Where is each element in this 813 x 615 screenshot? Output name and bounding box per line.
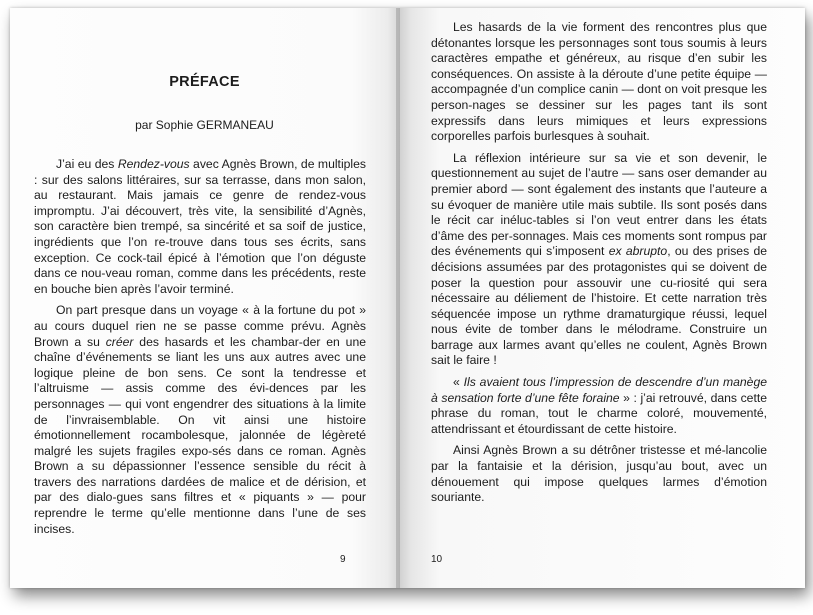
italic-text: créer: [105, 334, 134, 349]
italic-text: ex abrupto: [608, 244, 668, 259]
paragraph: [431, 151, 767, 369]
text-run: avec Agnès Brown, de multiples : sur des salons littéraires, sur sa terrasse, dans mon salon, au restaurant. Mais jamais ce genre de rendez-vous impromptu. J’ai découvert, très vite, la sensibilité d’Agnès, son caractère bien trempé, sa sincérité et sa soif de justice, ingrédients que l’on re-trouve dans tous ses écrits, sans exception. Ce cock-tail épicé à l’émotion que l’on déguste dans ce nou-veau roman, comme dans les précédents, reste en bouche bien après l’avoir terminé.: [34, 157, 367, 296]
text-run: Les hasards de la vie forment des rencontres plus que détonantes lorsque les personnages sont tous soumis à leurs caractères empathe et généreux, au risque d’en subir les conséquences. On assiste à la déroute d’une petite équipe — accompagnée d’un complice canin — dont on voit presque les person-nages se dessiner sur les pages tant ils sont expressifs dans leurs mimiques et leurs expressions corporelles parfois burlesques à souhait.: [431, 20, 767, 144]
left-page-body: [34, 157, 366, 543]
text-run: On part presque dans un voyage « à la fortune du pot » au cours duquel rien ne se passe comme prévu. Agnès Brown a su: [34, 303, 366, 349]
paragraph: [431, 443, 767, 505]
text-run: des hasards et les chambar-der en une chaîne d’événements se liant les uns aux autres avec une logique pleine de bon sens. Ce sont la tendresse et l’altruisme — assis comme des évi-dences par les personnages — qui vont engendrer des situations à la limite de l’invraisemblable. On vit ainsi une histoire émotionnellement rocambolesque, jalonnée de légèreté malgré les sujets fragiles expo-sés dans ce roman. Agnès Brown a su dépassionner l’essence sensible du récit à travers des narrations dardées de malice et de dérision, et par des dialo-gues sans filtres et « piquants » — pour reprendre le terme qu’elle mentionne dans l’une de ses incises.: [34, 334, 366, 536]
right-page-body: [431, 20, 767, 512]
page-number: 10: [431, 554, 443, 565]
paragraph: [431, 20, 767, 145]
paragraph: [431, 375, 767, 437]
text-run: J’ai eu des: [56, 157, 118, 171]
right-page: [399, 8, 805, 588]
text-run: » : j’ai retrouvé, dans cette phrase du roman, tout le charme coloré, mouvementé, attendrissant et étourdissant de cette histoire.: [431, 390, 768, 436]
text-run: Ainsi Agnès Brown a su détrôner tristesse et mé-lancolie par la fantaisie et la dérision, jusqu’au bout, avec un dénouement qui impose quelques larmes d’émotion souriante.: [431, 443, 767, 505]
italic-text: Ils avaient tous l’impression de descendre d’un manège à sensation forte d’une fête foraine: [431, 375, 768, 405]
page-title: PRÉFACE: [169, 74, 240, 90]
page-number: 9: [340, 554, 346, 565]
italic-text: Rendez-vous: [117, 157, 190, 171]
text-run: , ou des prises de décisions assumées par des protagonistes qui se doivent de poser la question pour assouvir une cu-riosité qui sera nécessaire au déliement de l’histoire. Et cette narration très séquencée impose un rythme dramaturgique réussi, lequel nous évite de tomber dans le mélodrame. Construire un barrage aux larmes avant qu’elles ne coulent, Agnès Brown sait le faire !: [431, 244, 768, 368]
paragraph: [34, 157, 366, 297]
left-page: [10, 8, 399, 588]
paragraph: [34, 303, 366, 537]
open-book: [10, 8, 805, 588]
book-gutter: [396, 8, 400, 588]
text-run: «: [453, 375, 464, 390]
page-subtitle: par Sophie GERMANEAU: [135, 118, 274, 132]
text-run: La réflexion intérieure sur sa vie et son devenir, le questionnement au sujet de l’autre — sans oser demander au premier abord — sont également des instants que l’auteure a su évoquer de manière utile mais subtile. Ils sont posés dans le récit car inéluc-tables si l’on veut entrer dans les états d’âme des per-sonnages. Mais ces moments sont rompus par des événements qui s’imposent: [431, 150, 767, 259]
